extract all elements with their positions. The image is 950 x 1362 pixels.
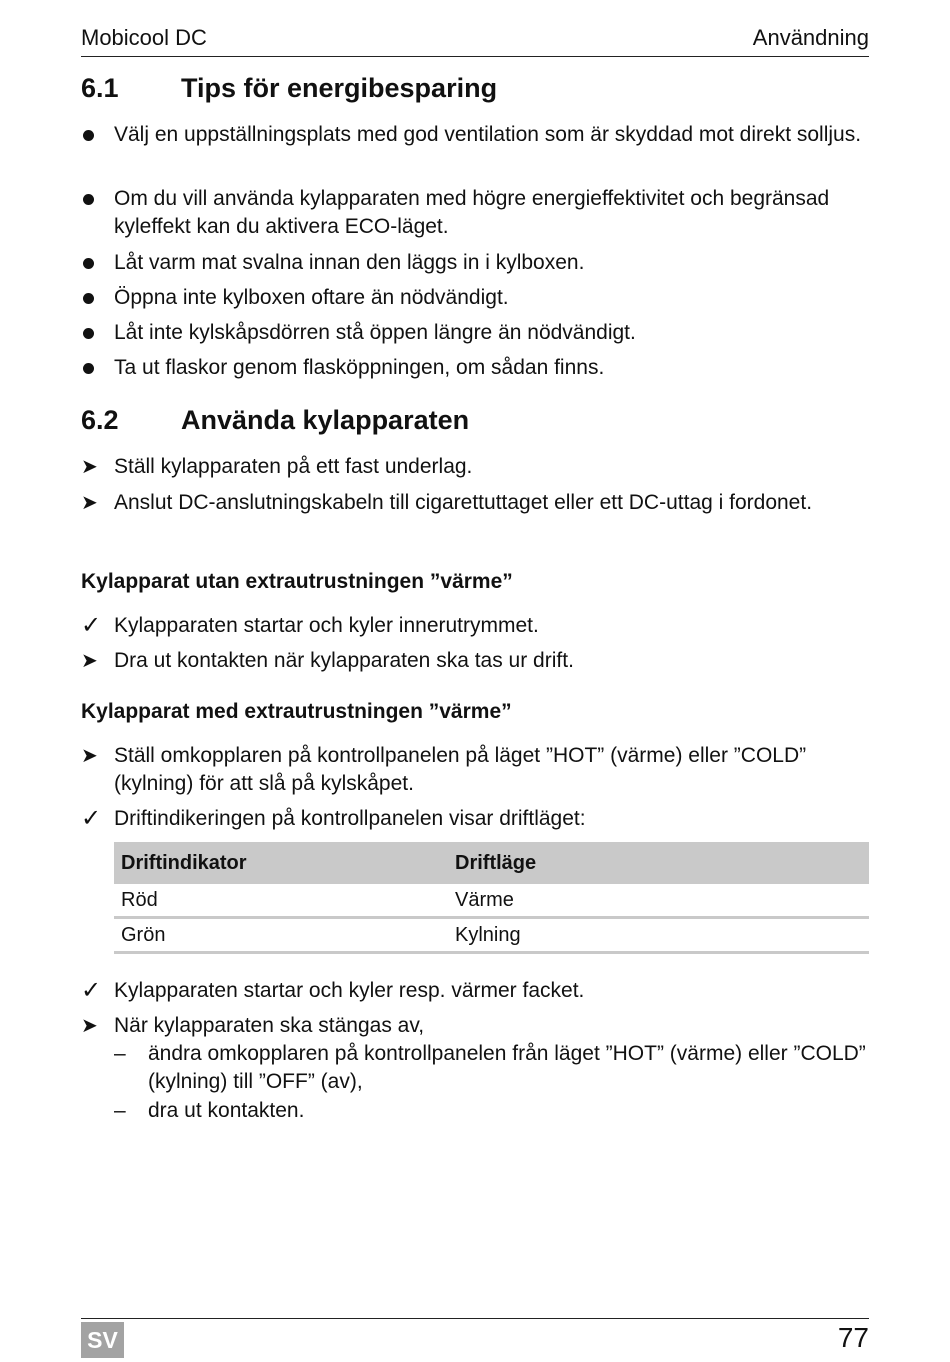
check-icon: ✓ (81, 612, 102, 639)
arrow-icon: ➤ (81, 745, 98, 767)
result-text: Kylapparaten startar och kyler resp. värmer facket. (114, 979, 585, 1002)
section-number: 6.2 (81, 405, 119, 435)
bullet-icon (81, 121, 111, 149)
list-item (81, 249, 869, 277)
list-item (81, 284, 869, 312)
table-row (114, 884, 869, 919)
list-item (81, 121, 869, 149)
section-number: 6.1 (81, 73, 119, 103)
table-header-cell: Driftindikator (121, 851, 247, 874)
table-row (114, 919, 869, 954)
result-item (81, 977, 869, 1005)
page-number: 77 (837, 1322, 869, 1353)
language-badge: SV (81, 1322, 124, 1358)
step-text: Anslut DC-anslutningskabeln till cigarettuttaget eller ett DC-uttag i fordonet. (114, 491, 813, 514)
dash-icon: – (114, 1042, 126, 1065)
section-title: Tips för energibesparing (181, 73, 498, 103)
arrow-icon: ➤ (81, 492, 98, 514)
subsection-heading: Kylapparat utan extrautrustningen ”värme” (81, 570, 513, 593)
step-item (81, 647, 869, 675)
bullet-text: Välj en uppställningsplats med god ventilation som är skyddad mot direkt solljus. (114, 123, 862, 146)
check-icon: ✓ (81, 977, 102, 1004)
bullet-text: Om du vill använda kylapparaten med högre energieffektivitet och begränsad kyleffekt kan du aktivera ECO-läget. (114, 187, 830, 238)
list-item (81, 354, 869, 382)
arrow-icon: ➤ (81, 456, 98, 478)
bullet-text: Öppna inte kylboxen oftare än nödvändigt. (114, 286, 509, 309)
list-item (81, 319, 869, 347)
substep-text: dra ut kontakten. (148, 1099, 305, 1122)
result-item (81, 805, 869, 833)
result-text: Kylapparaten startar och kyler innerutrymmet. (114, 614, 539, 637)
substep-item (114, 1040, 869, 1096)
header-chapter: Användning (752, 25, 869, 50)
substep-item (114, 1097, 869, 1125)
bullet-icon (81, 249, 111, 277)
bullet-icon (81, 284, 111, 312)
substep-text: ändra omkopplaren på kontrollpanelen från läget ”HOT” (värme) eller ”COLD” (kylning) till ”OFF” (av), (148, 1042, 866, 1093)
arrow-icon: ➤ (81, 650, 98, 672)
table-cell: Kylning (455, 923, 521, 946)
table-header-row (114, 842, 869, 884)
section-6-1-heading (81, 73, 497, 104)
step-text: Ställ omkopplaren på kontrollpanelen på läget ”HOT” (värme) eller ”COLD” (kylning) för att slå på kylskåpet. (114, 744, 807, 795)
table-cell: Grön (121, 923, 166, 946)
step-text: När kylapparaten ska stängas av, (114, 1014, 425, 1037)
section-6-2-heading (81, 405, 469, 436)
result-item (81, 612, 869, 640)
table-header-cell: Driftläge (455, 851, 537, 874)
indicator-table (114, 842, 869, 954)
footer-divider (81, 1318, 869, 1319)
bullet-text: Låt inte kylskåpsdörren stå öppen längre än nödvändigt. (114, 321, 636, 344)
table-cell: Värme (455, 888, 514, 911)
step-text: Dra ut kontakten när kylapparaten ska tas ur drift. (114, 649, 574, 672)
step-item (81, 1012, 869, 1040)
bullet-icon (81, 185, 111, 213)
bullet-text: Ta ut flaskor genom flasköppningen, om sådan finns. (114, 356, 605, 379)
bullet-text: Låt varm mat svalna innan den läggs in i kylboxen. (114, 251, 585, 274)
table-cell: Röd (121, 888, 158, 911)
subsection-heading: Kylapparat med extrautrustningen ”värme” (81, 700, 512, 723)
step-item (81, 453, 869, 481)
header-product: Mobicool DC (81, 25, 207, 50)
result-text: Driftindikeringen på kontrollpanelen visar driftläget: (114, 807, 586, 830)
step-text: Ställ kylapparaten på ett fast underlag. (114, 455, 473, 478)
step-item (81, 489, 869, 517)
arrow-icon: ➤ (81, 1015, 98, 1037)
check-icon: ✓ (81, 805, 102, 832)
bullet-icon (81, 319, 111, 347)
section-title: Använda kylapparaten (181, 405, 470, 435)
dash-icon: – (114, 1099, 126, 1122)
list-item (81, 185, 869, 241)
step-item (81, 742, 869, 798)
bullet-icon (81, 354, 111, 382)
header-divider (81, 56, 869, 57)
